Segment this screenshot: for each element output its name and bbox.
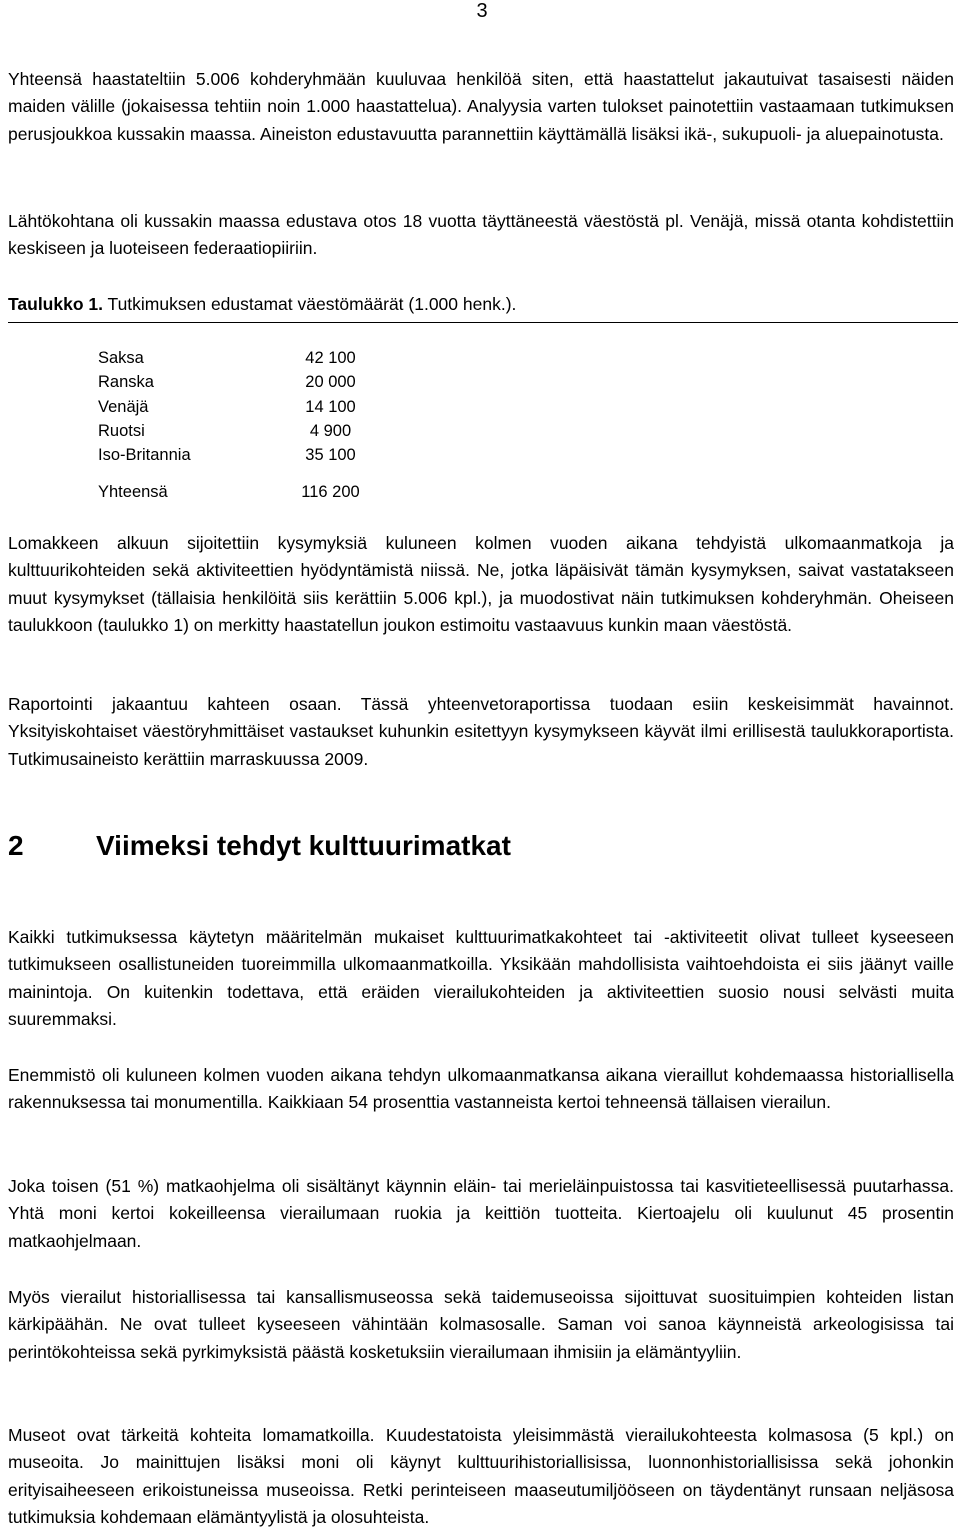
table-row xyxy=(98,346,368,370)
section-number: 2 xyxy=(8,830,24,861)
value-cell: 35 100 xyxy=(305,446,356,465)
table-row xyxy=(98,395,368,419)
table-caption xyxy=(8,291,516,318)
table-caption-label: Taulukko 1. xyxy=(8,294,103,314)
page-number: 3 xyxy=(476,0,488,22)
section-paragraph-5: Museot ovat tärkeitä kohteita lomamatkoilla. Kuudestatoista yleisimmästä vierailukohteesta kolmasosa (5 kpl.) on museoita. Jo mainittujen lisäksi moni oli käynyt kulttuurihistoriallisissa, luonnonhistoriallisissa sekä johonkin erityisaiheeseen erikoistuneissa museoissa. Retki perinteiseen maaseutumiljööseen on täydentänyt runsaan neljäsosa tutkimuksia kohdemaan elämäntyylistä ja olosuhteista. xyxy=(8,1425,954,1528)
table-row xyxy=(98,370,368,394)
section-paragraph-3: Joka toisen (51 %) matkaohjelma oli sisältänyt käynnin eläin- tai merieläinpuistossa tai kasvitieteellisessä puutarhassa. Yhtä moni kertoi kokeilleensa vierailumaan ruokia ja keittiön tuotteita. Kiertoajelu oli kuulunut 45 prosentin matkaohjelmaan. xyxy=(8,1176,954,1251)
value-cell: 14 100 xyxy=(305,397,356,416)
total-value-cell: 116 200 xyxy=(301,483,360,502)
country-cell: Venäjä xyxy=(98,397,149,416)
population-table xyxy=(98,346,368,504)
country-cell: Ranska xyxy=(98,373,154,392)
questionnaire-paragraph: Lomakkeen alkuun sijoitettiin kysymyksiä kuluneen kolmen vuoden aikana tehdyistä ulkomaanmatkoja ja kulttuurikohteiden sekä aktiviteettien hyödyntämistä niissä. Ne, jotka läpäisivät tämän kysymyksen, saivat vastatakseen muut kysymykset (tällaisia henkilöitä siis kerättiin 5.006 kpl.), ja muodostivat näin tutkimuksen kohderyhmän. Oheiseen taulukkoon (taulukko 1) on merkitty haastatellun joukon estimoitu vastaavuus kunkin maan väestöstä. xyxy=(8,533,954,636)
intro-paragraph: Yhteensä haastateltiin 5.006 kohderyhmään kuuluvaa henkilöä siten, että haastattelut jakautuivat tasaisesti näiden maiden välille (jokaisessa tehtiin noin 1.000 haastattelua). Analyysia varten tulokset painotettiin vastaamaan tutkimuksen perusjoukkoa kussakin maassa. Aineiston edustavuutta parannettiin käyttämällä lisäksi ikä-, sukupuoli- ja aluepainotusta. xyxy=(8,69,954,144)
table-caption-text: Tutkimuksen edustamat väestömäärät (1.000 henk.). xyxy=(107,294,517,314)
country-cell: Ruotsi xyxy=(98,422,145,441)
value-cell: 4 900 xyxy=(309,422,352,441)
section-paragraph-1: Kaikki tutkimuksessa käytetyn määritelmän mukaiset kulttuurimatkakohteet tai -aktiviteetit olivat tulleet kyseeseen tutkimukseen osallistuneiden tuoreimmilla ulkomaanmatkoilla. Yksikään mahdollisista vaihtoehdoista ei siis jäänyt vaille mainintoja. On kuitenkin todettava, että eräiden vierailukohteiden ja aktiviteettien suosio nousi selvästi muita suuremmaksi. xyxy=(8,927,954,1030)
table-row xyxy=(98,419,368,443)
total-label-cell: Yhteensä xyxy=(98,483,168,502)
section-paragraph-2: Enemmistö oli kuluneen kolmen vuoden aikana tehdyn ulkomaanmatkansa aikana vieraillut kohdemaassa historiallisella rakennuksessa tai monumentilla. Kaikkiaan 54 prosenttia vastanneista kertoi tehneensä tällaisen vierailun. xyxy=(8,1065,954,1113)
table-row xyxy=(98,443,368,467)
sampling-paragraph: Lähtökohtana oli kussakin maassa edustava otos 18 vuotta täyttäneestä väestöstä pl. Venäjä, missä otanta kohdistettiin keskiseen ja luoteiseen federaatiopiiriin. xyxy=(8,211,954,259)
section-heading xyxy=(8,826,511,866)
table-top-rule xyxy=(8,322,958,323)
table-total-row xyxy=(98,480,368,504)
section-title: Viimeksi tehdyt kulttuurimatkat xyxy=(96,830,511,861)
value-cell: 20 000 xyxy=(305,373,356,392)
country-cell: Iso-Britannia xyxy=(98,446,191,465)
value-cell: 42 100 xyxy=(305,349,356,368)
table-spacer-row xyxy=(98,467,368,480)
reporting-paragraph: Raportointi jakaantuu kahteen osaan. Tässä yhteenvetoraportissa tuodaan esiin keskeisimmät havainnot. Yksityiskohtaiset väestöryhmittäiset vastaukset kuhunkin esitettyyn kysymykseen käyvät ilmi erillisestä taulukkoraportista. Tutkimusaineisto kerättiin marraskuussa 2009. xyxy=(8,694,954,769)
section-paragraph-4: Myös vierailut historiallisessa tai kansallismuseossa sekä taidemuseoissa sijoittuvat suosituimpien kohteiden listan kärkipäähän. Ne ovat tulleet kyseeseen vähintään kolmasosalle. Saman voi sanoa käynneistä arkeologisissa tai perintökohteissa sekä pyrkimyksistä päästä kosketuksiin vierailumaan ihmisiin ja elämäntyyliin. xyxy=(8,1287,954,1362)
country-cell: Saksa xyxy=(98,349,144,368)
